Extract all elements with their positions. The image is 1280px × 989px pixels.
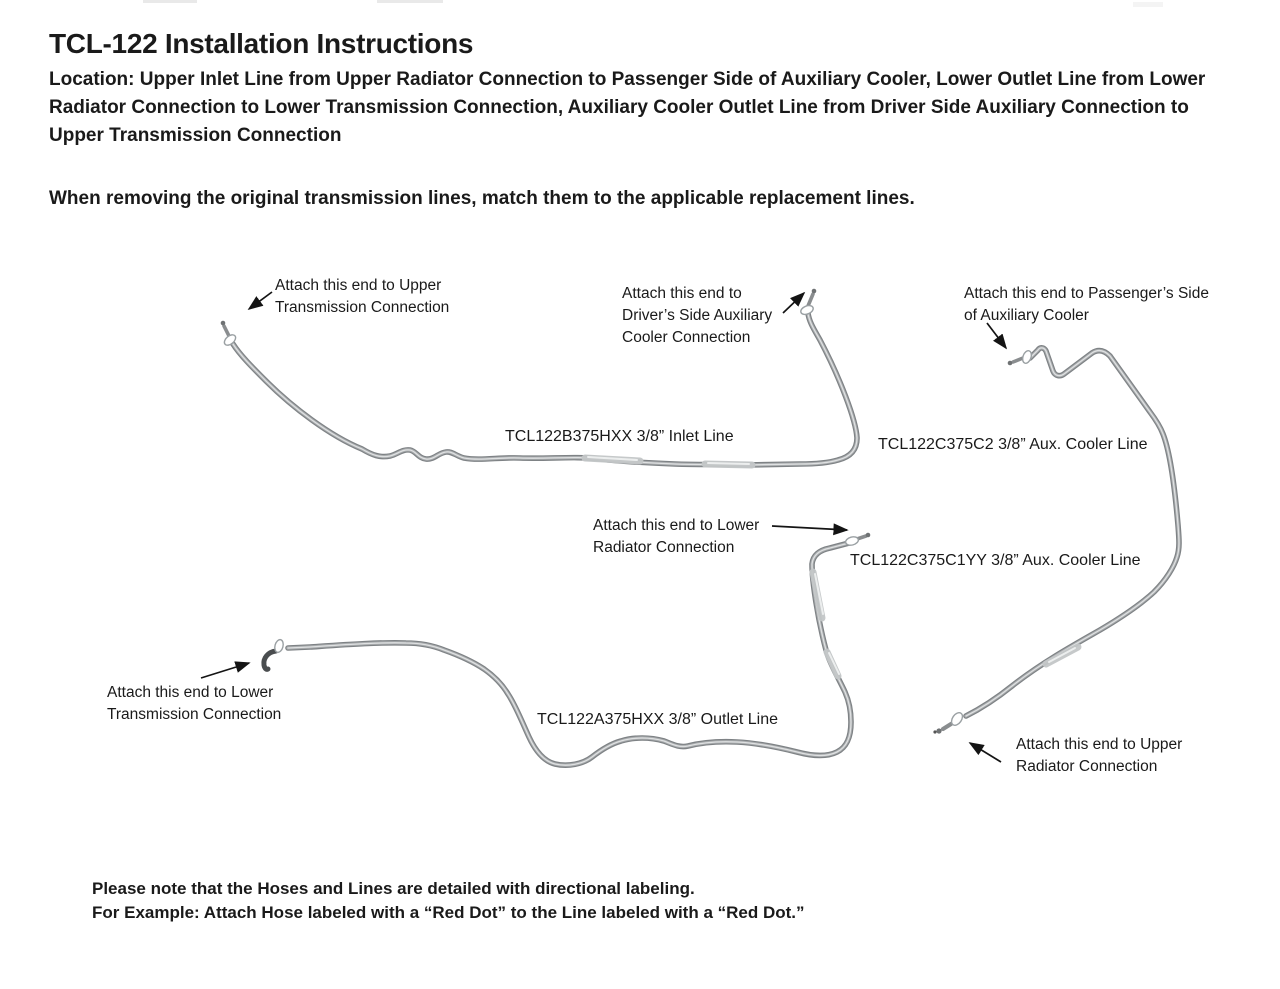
location-line: Radiator Connection to Lower Transmission Connection, Auxiliary Cooler Outlet Line from Driver Side Auxiliary Connection to — [49, 97, 1189, 118]
annotation-line: Attach this end to Lower — [107, 684, 274, 701]
annotation-line: Transmission Connection — [107, 706, 282, 723]
annotation-line: Attach this end to Upper — [275, 277, 442, 294]
tube-sleeve — [827, 652, 838, 676]
label-inlet-line: TCL122B375HXX 3/8” Inlet Line — [505, 428, 734, 445]
arrow-upper-transmission — [249, 292, 272, 309]
fitting-lower-radiator — [845, 533, 871, 547]
annotation-line: Cooler Connection — [622, 329, 751, 346]
aux-cooler-line-c2-tube — [966, 348, 1179, 716]
location-line: Location: Upper Inlet Line from Upper Radiator Connection to Passenger Side of Auxiliary Cooler, Lower Outlet Line from Lower — [49, 69, 1206, 90]
directional-labeling-note — [92, 877, 805, 925]
note-line: Please note that the Hoses and Lines are detailed with directional labeling. — [92, 879, 695, 898]
tube-sleeve — [813, 572, 822, 618]
arrow-lower-transmission — [201, 663, 249, 678]
label-aux-cooler-line-c2: TCL122C375C2 3/8” Aux. Cooler Line — [878, 436, 1148, 453]
annotation-line: of Auxiliary Cooler — [964, 307, 1089, 324]
outlet-line-tube — [288, 543, 851, 765]
note-line: For Example: Attach Hose labeled with a “Red Dot” to the Line labeled with a “Red Dot.” — [92, 903, 805, 922]
fitting-drivers-side-aux — [799, 289, 816, 316]
location-line: Upper Transmission Connection — [49, 125, 342, 146]
arrow-lower-radiator — [772, 526, 847, 530]
annotation-passengers-side — [964, 283, 1209, 327]
annotation-line: Driver’s Side Auxiliary — [622, 307, 773, 324]
fitting-lower-transmission — [264, 639, 285, 670]
label-aux-cooler-line-c1yy: TCL122C375C1YY 3/8” Aux. Cooler Line — [850, 552, 1141, 569]
annotation-line: Radiator Connection — [593, 539, 735, 556]
annotation-lower-radiator — [593, 515, 759, 559]
annotation-line: Attach this end to — [622, 285, 742, 302]
fitting-passenger-side-aux — [1008, 350, 1033, 366]
annotation-lower-transmission — [107, 682, 281, 726]
annotation-line: Radiator Connection — [1016, 758, 1158, 775]
label-outlet-line: TCL122A375HXX 3/8” Outlet Line — [537, 711, 779, 728]
annotation-drivers-side — [622, 283, 772, 349]
annotation-line: Attach this end to Passenger’s Side — [964, 285, 1209, 302]
annotation-upper-radiator — [1016, 734, 1182, 778]
arrow-upper-radiator — [970, 743, 1001, 762]
matching-instruction: When removing the original transmission lines, match them to the applicable replacement lines. — [49, 188, 915, 209]
annotation-upper-transmission — [275, 275, 449, 319]
annotation-line: Transmission Connection — [275, 299, 450, 316]
fitting-upper-radiator — [933, 711, 964, 734]
page-title: TCL-122 Installation Instructions — [49, 28, 474, 59]
annotation-line: Attach this end to Lower — [593, 517, 760, 534]
annotation-line: Attach this end to Upper — [1016, 736, 1183, 753]
